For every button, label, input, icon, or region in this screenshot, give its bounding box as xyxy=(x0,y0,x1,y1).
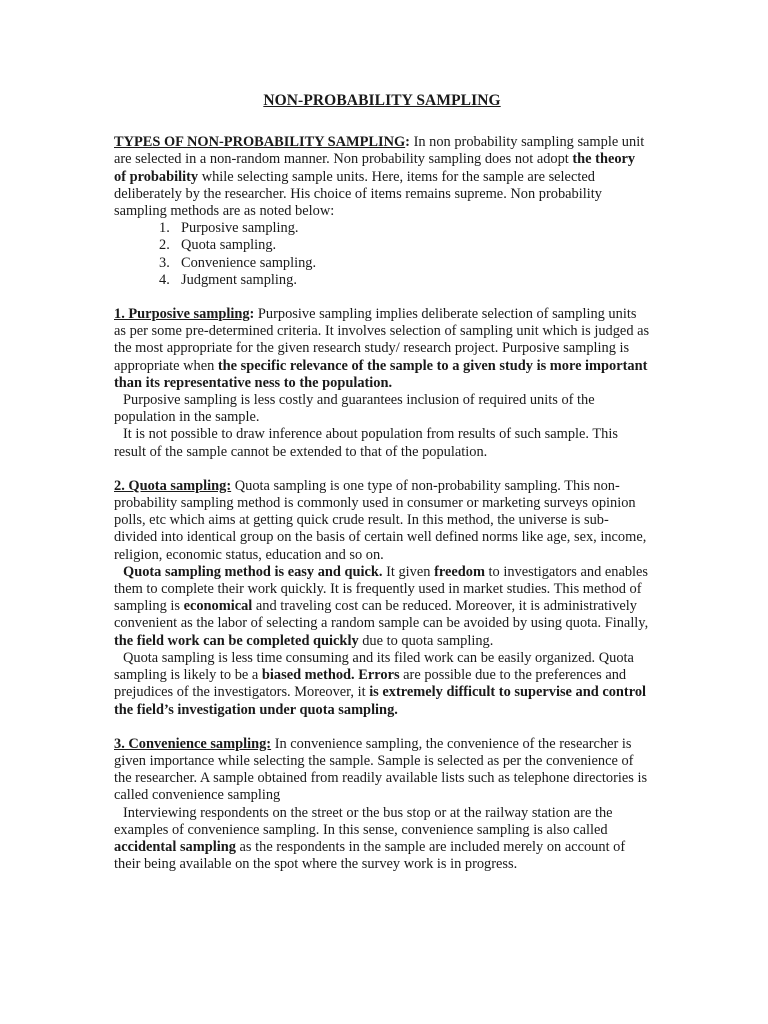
quota-text-3: to investigators and enables them to complete their work quickly. It is frequently used in market studies. This method of sampling is xyxy=(114,563,649,615)
convenience-bold-1: accidental sampling xyxy=(114,838,236,855)
quota-text-8: are possible due to the preferences and prejudices of the investigators. Moreover, it xyxy=(114,667,627,701)
section-spacer xyxy=(114,719,650,736)
purposive-paragraph-1 xyxy=(114,306,650,392)
intro-bold-1: the theory of probability xyxy=(114,151,636,185)
intro-paragraph xyxy=(114,134,650,220)
purposive-bold-1: the specific relevance of the sample to a given study is more important than its representative ness to the population. xyxy=(114,357,648,391)
list-item-label: Quota sampling. xyxy=(181,237,277,254)
convenience-heading: 3. Convenience sampling: xyxy=(114,735,272,752)
convenience-paragraph-2 xyxy=(114,805,650,874)
convenience-text-3: as the respondents in the sample are included merely on account of their being available on the spot where the survey work is in progress. xyxy=(114,838,626,873)
quota-text-5: due to quota sampling. xyxy=(358,632,494,649)
list-item-label: Convenience sampling. xyxy=(181,254,317,271)
quota-bold-7: is extremely difficult to supervise and control the field’s investigation under quota sampling. xyxy=(114,684,647,718)
section-spacer xyxy=(114,289,650,306)
list-item-number: 1. xyxy=(159,220,170,237)
list-item-number: 2. xyxy=(159,237,170,254)
quota-text-1: Quota sampling is one type of non-probability sampling. This non-probability sampling method is commonly used in consumer or marketing surveys opinion polls, etc which aims at getting quick crude result. In this method, the universe is sub-divided into identical group on the basis of certain well defined norms like age, sex, income, religion, economic status, education and so on. xyxy=(114,477,647,563)
quota-paragraph-3 xyxy=(114,650,650,719)
intro-text-2: while selecting sample units. Here, items for the sample are selected deliberately by the researcher. His choice of items remains supreme. Non probability sampling methods are as noted below: xyxy=(114,168,602,220)
purposive-paragraph-3: It is not possible to draw inference about population from results of such sample. This result of the sample cannot be extended to that of the population. xyxy=(114,426,618,460)
quota-text-4: and traveling cost can be reduced. Moreover, it is administratively convenient as the labor of selecting a random sample can be avoided by using quota. Finally, xyxy=(114,598,649,632)
purposive-text-1: Purposive sampling implies deliberate selection of sampling units as per some pre-determined criteria. It involves selection of sampling unit which is judged as the most appropriate for the given research study/ research project. Purposive sampling is appropriate when xyxy=(114,306,650,374)
section-spacer xyxy=(114,461,650,478)
list-item-number: 4. xyxy=(159,271,170,288)
quota-text-2: It given xyxy=(382,563,435,580)
list-item xyxy=(159,255,650,272)
purposive-paragraph-2: Purposive sampling is less costly and guarantees inclusion of required units of the population in the sample. xyxy=(114,392,595,426)
quota-heading: 2. Quota sampling: xyxy=(114,477,232,494)
quota-text-6: Quota sampling is less time consuming and its filed work can be easily organized. Quota sampling is likely to be a xyxy=(114,649,634,684)
list-item-number: 3. xyxy=(159,254,170,271)
list-item xyxy=(159,237,650,254)
purposive-heading: 1. Purposive sampling xyxy=(114,306,250,323)
convenience-paragraph-1 xyxy=(114,736,650,805)
sampling-types-list xyxy=(114,220,650,289)
intro-heading-colon: : xyxy=(405,134,410,151)
convenience-text-1: In convenience sampling, the convenience of the researcher is given importance while selecting the sample. Sample is selected as per the convenience of the researcher. A sample obtained from readily available lists such as telephone directories is called convenience sampling xyxy=(114,735,648,804)
intro-text-1: In non probability sampling sample unit are selected in a non-random manner. Non probability sampling does not adopt xyxy=(114,134,645,168)
list-item-label: Purposive sampling. xyxy=(181,220,299,237)
list-item xyxy=(159,272,650,289)
quota-bold-4: the field work can be completed quickly xyxy=(114,632,359,649)
quota-bold-5: biased method. xyxy=(261,667,355,684)
list-item xyxy=(159,220,650,237)
quota-bold-1: Quota sampling method is easy and quick. xyxy=(123,563,383,580)
quota-bold-3: economical xyxy=(183,598,253,615)
convenience-text-2: Interviewing respondents on the street or the bus stop or at the railway station are the examples of convenience sampling. In this sense, convenience sampling is also called xyxy=(114,804,613,838)
document-title: NON-PROBABILITY SAMPLING xyxy=(263,92,501,109)
list-item-label: Judgment sampling. xyxy=(181,271,297,288)
quota-bold-2: freedom xyxy=(434,563,485,580)
quota-paragraph-1 xyxy=(114,478,650,564)
intro-heading: TYPES OF NON-PROBABILITY SAMPLING xyxy=(114,134,406,151)
purposive-heading-colon: : xyxy=(249,306,255,323)
quota-bold-6: Errors xyxy=(358,667,400,684)
quota-paragraph-2 xyxy=(114,564,650,650)
